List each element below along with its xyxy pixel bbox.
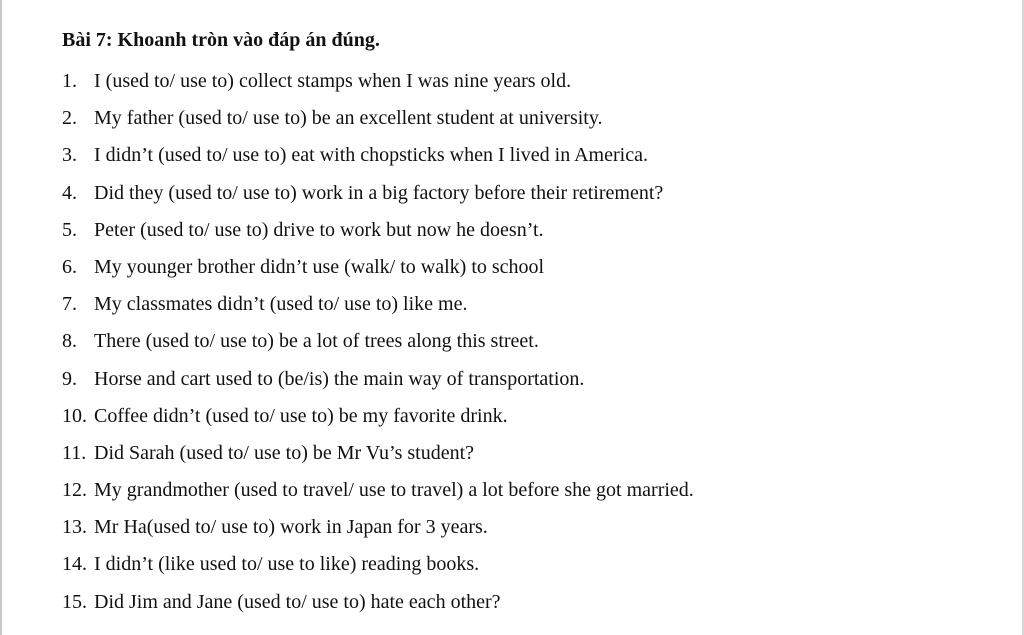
question-text: I (used to/ use to) collect stamps when I was nine years old.	[94, 70, 572, 92]
exercise-title: Bài 7: Khoanh tròn vào đáp án đúng.	[62, 29, 380, 51]
question-number: 13.	[62, 516, 87, 539]
question-text: Did Jim and Jane (used to/ use to) hate each other?	[94, 590, 501, 613]
question-number: 1.	[62, 70, 77, 92]
question-number: 9.	[62, 367, 77, 390]
question-number: 11.	[62, 441, 87, 464]
question-item-12	[62, 472, 1002, 509]
question-number: 2.	[62, 107, 77, 130]
question-number: 12.	[62, 479, 87, 502]
question-item-14	[62, 546, 1002, 583]
question-item-2	[62, 100, 1002, 137]
question-text: My classmates didn’t (used to/ use to) like me.	[94, 293, 468, 316]
question-text: I didn’t (like used to/ use to like) reading books.	[94, 553, 480, 576]
question-text: Did they (used to/ use to) work in a big factory before their retirement?	[94, 181, 664, 204]
question-item-8	[62, 323, 1002, 360]
question-item-4	[62, 175, 1002, 212]
question-item-13	[62, 509, 1002, 546]
question-item-15	[62, 584, 1002, 621]
question-text: There (used to/ use to) be a lot of trees along this street.	[94, 330, 539, 353]
question-number: 3.	[62, 144, 77, 167]
question-item-11	[62, 435, 1002, 472]
question-number: 4.	[62, 181, 77, 204]
question-item-3	[62, 137, 1002, 174]
question-item-5	[62, 212, 1002, 249]
question-text: Did Sarah (used to/ use to) be Mr Vu’s student?	[94, 441, 475, 464]
question-text: Coffee didn’t (used to/ use to) be my favorite drink.	[94, 404, 508, 427]
question-item-10	[62, 398, 1002, 435]
question-item-6	[62, 249, 1002, 286]
question-text: My younger brother didn’t use (walk/ to walk) to school	[94, 255, 545, 278]
document-page	[62, 27, 1002, 621]
question-text: My father (used to/ use to) be an excellent student at university.	[94, 107, 603, 130]
question-number: 8.	[62, 330, 77, 353]
question-text: Mr Ha(used to/ use to) work in Japan for 3 years.	[94, 516, 488, 539]
question-number: 10.	[62, 404, 87, 427]
question-number: 14.	[62, 553, 87, 576]
question-item-9	[62, 361, 1002, 398]
question-number: 7.	[62, 293, 77, 316]
question-number: 5.	[62, 218, 77, 241]
question-text: My grandmother (used to travel/ use to travel) a lot before she got married.	[94, 479, 694, 502]
question-number: 6.	[62, 255, 77, 278]
question-text: I didn’t (used to/ use to) eat with chopsticks when I lived in America.	[94, 144, 648, 167]
question-number: 15.	[62, 590, 87, 613]
question-list	[62, 63, 1002, 621]
question-item-1	[62, 63, 1002, 100]
page-left-edge	[0, 0, 2, 635]
question-text: Peter (used to/ use to) drive to work but now he doesn’t.	[94, 218, 544, 241]
question-text: Horse and cart used to (be/is) the main way of transportation.	[94, 367, 585, 390]
question-item-7	[62, 286, 1002, 323]
